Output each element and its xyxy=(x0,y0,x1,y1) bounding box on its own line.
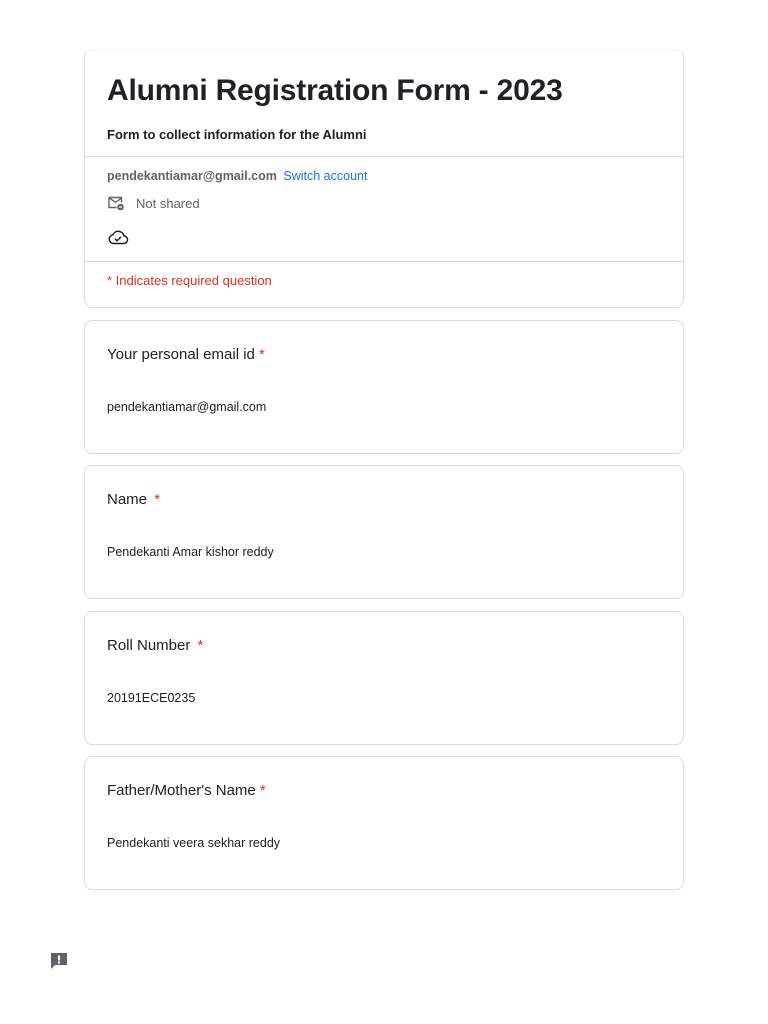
question-card-name xyxy=(84,465,684,599)
form-description: Form to collect information for the Alumni xyxy=(107,127,367,142)
switch-account-link[interactable]: Switch account xyxy=(283,169,368,183)
required-asterisk: * xyxy=(154,491,161,508)
answer-value: 20191ECE0235 xyxy=(107,691,196,705)
header-divider-2 xyxy=(85,261,683,262)
question-label: Roll Number xyxy=(107,637,191,654)
header-divider xyxy=(85,156,683,157)
question-title xyxy=(107,782,266,799)
answer-value: Pendekanti Amar kishor reddy xyxy=(107,545,274,559)
answer-value: Pendekanti veera sekhar reddy xyxy=(107,836,281,850)
question-title xyxy=(107,346,265,363)
cloud-saved-icon xyxy=(107,228,129,251)
question-card-email xyxy=(84,320,684,454)
question-card-parent-name xyxy=(84,756,684,890)
required-asterisk: * xyxy=(259,782,266,799)
question-title xyxy=(107,637,203,654)
email-not-shared-row xyxy=(107,195,200,211)
question-label: Name xyxy=(107,491,148,508)
question-label: Your personal email id xyxy=(107,346,255,363)
required-question-note: * Indicates required question xyxy=(107,273,272,288)
account-line xyxy=(107,169,367,183)
form-title: Alumni Registration Form - 2023 xyxy=(107,74,563,107)
required-asterisk: * xyxy=(197,637,204,654)
answer-value: pendekantiamar@gmail.com xyxy=(107,400,267,414)
account-email: pendekantiamar@gmail.com xyxy=(107,169,277,183)
question-card-roll-number xyxy=(84,611,684,745)
mail-not-shared-icon xyxy=(107,195,125,211)
form-header-card xyxy=(84,49,684,308)
question-label: Father/Mother's Name xyxy=(107,782,256,799)
feedback-icon[interactable] xyxy=(49,951,69,976)
not-shared-label: Not shared xyxy=(136,195,200,211)
required-asterisk: * xyxy=(259,346,265,363)
question-title xyxy=(107,491,160,508)
